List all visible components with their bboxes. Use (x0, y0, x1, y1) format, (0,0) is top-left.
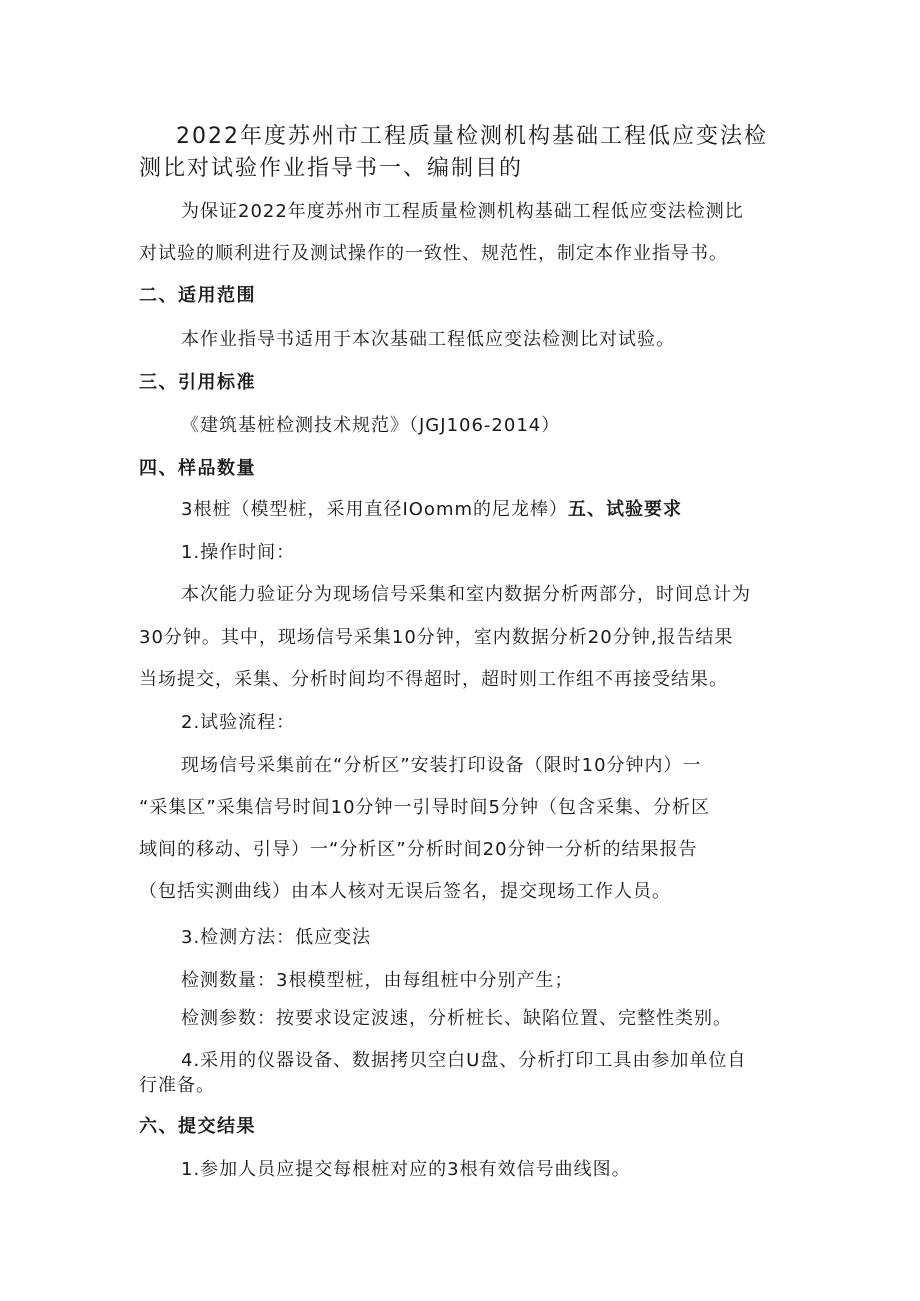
test-procedure-line-4: （包括实测曲线）由本人核对无误后签名，提交现场工作人员。 (139, 881, 671, 902)
section-heading-results: 六、提交结果 (139, 1116, 256, 1137)
test-procedure-line-1: 现场信号采集前在“分析区”安装打印设备（限时10分钟内）一 (181, 755, 702, 776)
test-procedure-line-2: “采集区”采集信号时间10分钟一引导时间5分钟（包含采集、分析区 (139, 797, 711, 818)
samples-text-line (181, 497, 682, 523)
purpose-text-line-1: 为保证2022年度苏州市工程质量检测机构基础工程低应变法检测比 (181, 201, 744, 222)
operation-time-line-3: 当场提交，采集、分析时间均不得超时，超时则工作组不再接受结果。 (139, 669, 728, 690)
document-title-line-2: 测比对试验作业指导书一、编制目的 (139, 156, 524, 181)
document-title-line-1: 2022年度苏州市工程质量检测机构基础工程低应变法检 (176, 124, 768, 149)
test-procedure-line-3: 域间的移动、引导）一“分析区”分析时间20分钟一分析的结果报告 (139, 839, 698, 860)
scope-text: 本作业指导书适用于本次基础工程低应变法检测比对试验。 (181, 329, 675, 350)
test-procedure-label: 2.试验流程： (181, 712, 296, 733)
results-item-1: 1.参加人员应提交每根桩对应的3根有效信号曲线图。 (181, 1159, 631, 1180)
test-quantity-text: 检测数量：3根模型桩，由每组桩中分别产生； (181, 970, 574, 991)
test-method-label: 3.检测方法：低应变法 (181, 927, 372, 948)
samples-text: 3根桩（模型桩，采用直径IOomm的尼龙棒） (181, 499, 569, 520)
section-heading-samples: 四、样品数量 (139, 458, 256, 479)
operation-time-line-1: 本次能力验证分为现场信号采集和室内数据分析两部分，时间总计为 (181, 584, 751, 605)
operation-time-label: 1.操作时间： (181, 542, 296, 563)
purpose-text-line-2: 对试验的顺利进行及测试操作的一致性、规范性，制定本作业指导书。 (139, 243, 728, 264)
section-heading-standards: 三、引用标准 (139, 372, 256, 393)
section-heading-scope: 二、适用范围 (139, 285, 256, 306)
operation-time-line-2: 30分钟。其中，现场信号采集10分钟，室内数据分析20分钟,报告结果 (139, 627, 734, 648)
equipment-text-line-2: 行准备。 (139, 1075, 215, 1096)
equipment-text-line-1: 4.采用的仪器设备、数据拷贝空白U盘、分析打印工具由参加单位自 (181, 1050, 747, 1071)
standards-text: 《建筑基桩检测技术规范》（JGJ106-2014） (181, 415, 561, 436)
section-heading-requirements: 五、试验要求 (568, 499, 683, 520)
test-parameters-text: 检测参数：按要求设定波速，分析桩长、缺陷位置、完整性类别。 (181, 1008, 732, 1029)
